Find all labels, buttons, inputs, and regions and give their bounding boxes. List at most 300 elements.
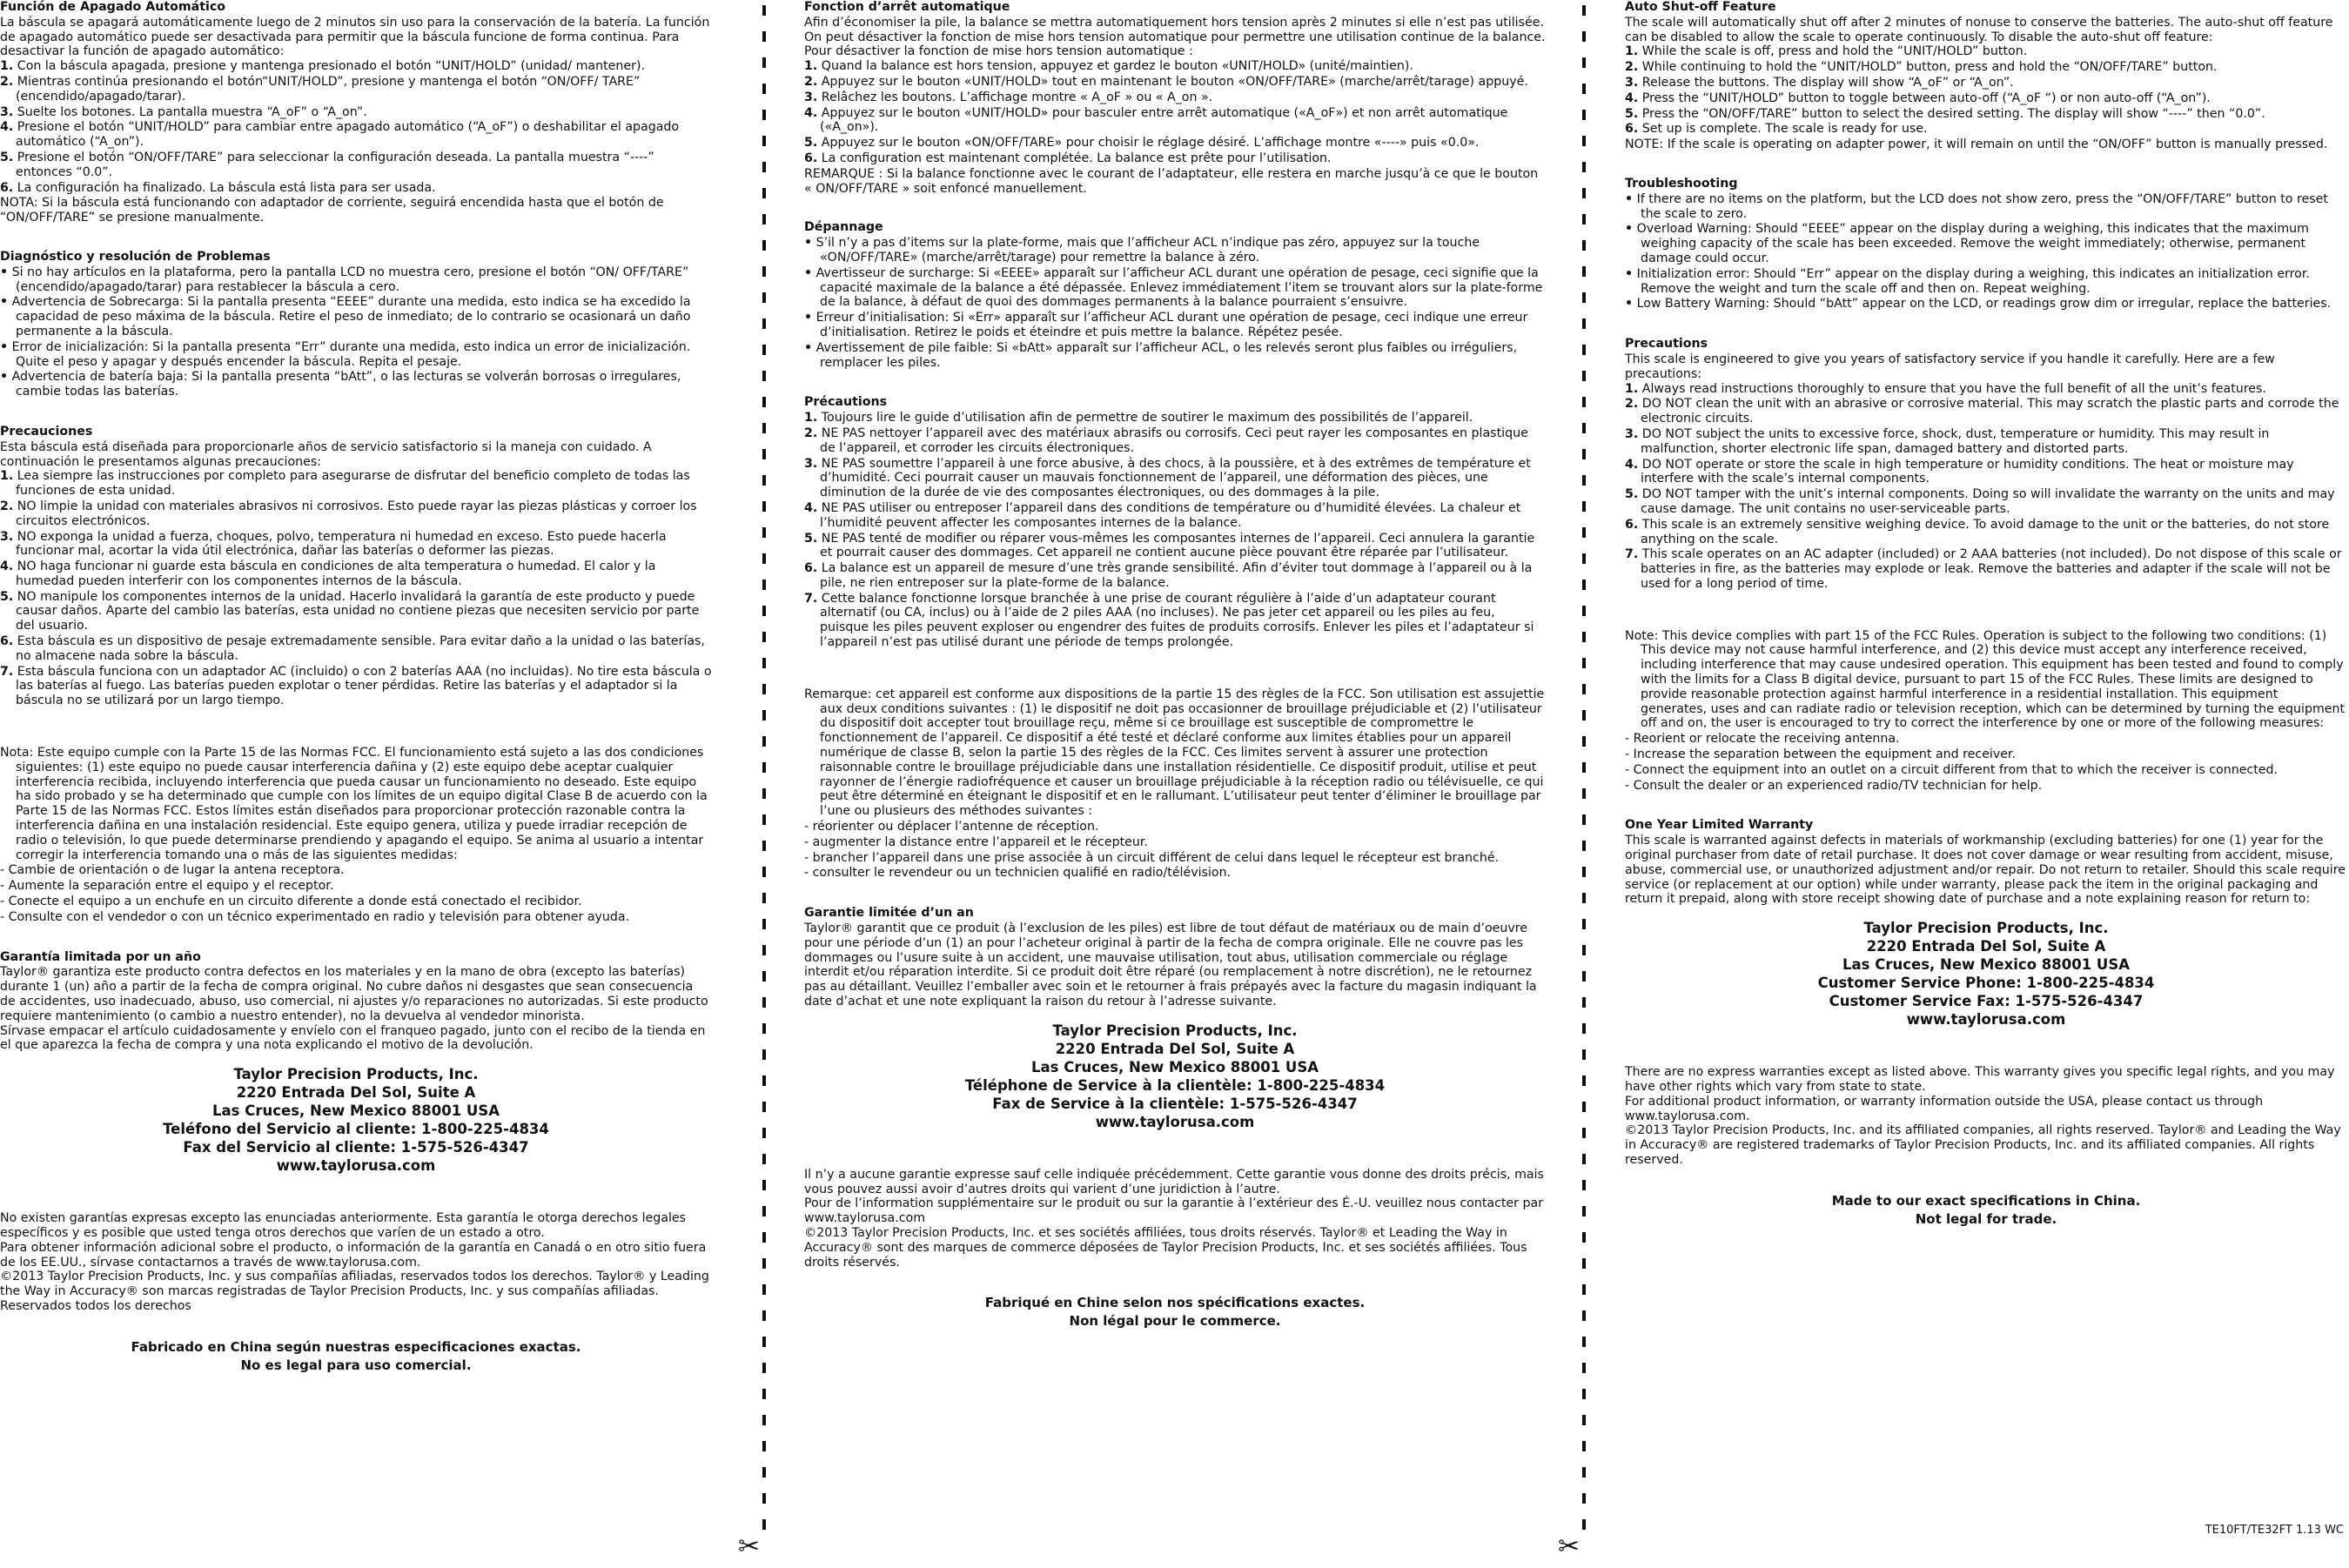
list-marker: • bbox=[0, 295, 9, 310]
list-marker: 3. bbox=[1625, 426, 1639, 441]
list-marker: • bbox=[1625, 297, 1634, 312]
cut-line-dash bbox=[1582, 266, 1586, 277]
cut-line-dash bbox=[762, 345, 766, 355]
cut-line-dash bbox=[1582, 814, 1586, 825]
list-text: Toujours lire le guide d’utilisation afin de permettre de soutirer le maximum des possibilités de l’appareil. bbox=[821, 411, 1473, 426]
cut-line-dash bbox=[1582, 762, 1586, 773]
list-text: NE PAS tenté de modifier ou réparer vous-mêmes les composantes internes de l’appareil. Ceci annulera la garantie et pourrait causer des dommages. Cet appareil ne contient aucune pièce pouvant être réparée par l’utilisateur. bbox=[820, 531, 1535, 560]
cut-line-dash bbox=[762, 475, 766, 486]
list-item bbox=[0, 105, 712, 120]
cut-line-dash bbox=[1582, 971, 1586, 982]
list-text: While continuing to hold the “UNIT/HOLD” button, press and hold the “ON/OFF/TARE” button. bbox=[1641, 60, 2218, 75]
address-line: Las Cruces, New Mexico 88001 USA bbox=[212, 1102, 500, 1120]
address-line: Taylor Precision Products, Inc. bbox=[1052, 1022, 1298, 1039]
list-text: Low Battery Warning: Should “bAtt” appear on the LCD, or readings grow dim or irregular, replace the batteries. bbox=[1636, 297, 2332, 312]
cut-line-dash bbox=[762, 1415, 766, 1425]
paragraph: Esta báscula está diseñada para proporcionarle años de servicio satisfactorio si la maneja con cuidado. A continuación le presentamos algunas precauciones: bbox=[0, 439, 652, 469]
french-column bbox=[804, 0, 1546, 1330]
list-item bbox=[1625, 547, 2347, 591]
list-marker: 4. bbox=[0, 120, 14, 135]
list-item bbox=[1625, 122, 2347, 137]
cut-line-dash bbox=[762, 1102, 766, 1112]
address-line: Las Cruces, New Mexico 88001 USA bbox=[1031, 1058, 1319, 1075]
cut-line-dash bbox=[762, 292, 766, 303]
paragraph: Afin d’économiser la pile, la balance se mettra automatiquement hors tension après 2 minutes si elle n’est pas utilisée. On peut désactiver la fonction de mise hors tension automatique pour permettre une utilisation continue de la balance. Pour désactiver la fonction de mise hors tension automatique : bbox=[804, 15, 1546, 59]
list-item bbox=[0, 530, 712, 560]
cut-line-dash bbox=[762, 1310, 766, 1321]
list-text: NE PAS utiliser ou entreposer l’appareil dans des conditions de température ou d’humidité élevées. La chaleur et l’humidité peuvent affecter les composantes internes de la balance. bbox=[820, 500, 1521, 530]
scissors-icon: ✂ bbox=[1558, 1531, 1581, 1562]
warranty-text: This scale is warranted against defects in materials of workmanship (excluding batteries) for one (1) year for the original purchaser from date of retail purchase. It does not cover damage or wear resulting from accident, misuse, abuse, commercial use, or unauthorized adjustment and/or repair. Do not return to retailer. Should this scale require service (or replacement at our option) while under warranty, please pack the item in the original packaging and return it prepaid, along with store receipt showing date of purchase and a note explaining reason for return to: bbox=[1625, 834, 2346, 907]
list-item bbox=[1625, 60, 2347, 75]
list-text: Si no hay artículos en la plataforma, pero la pantalla LCD no muestra cero, presione el botón “ON/ OFF/TARE” (encendido/apagado/tarar) para restablecer la báscula a cero. bbox=[11, 265, 689, 294]
list-text: NE PAS soumettre l’appareil à une force abusive, à des chocs, à la poussière, et à des extrêmes de température et d’humidité. Ceci pourrait causer un mauvais fonctionnement de l’appareil, une déformation des pièces, une diminution de la durée de vie des composantes électroniques, ou des dommages à la pile. bbox=[820, 456, 1531, 500]
cut-line-dash bbox=[1582, 606, 1586, 616]
list-text: While the scale is off, press and hold the “UNIT/HOLD” button. bbox=[1641, 44, 2028, 59]
list-marker: 5. bbox=[1625, 106, 1639, 121]
section-gap bbox=[1625, 312, 2347, 337]
cut-line-dash bbox=[1582, 1128, 1586, 1138]
list-marker: 6. bbox=[1625, 517, 1639, 532]
list-item bbox=[1625, 518, 2347, 547]
cut-line-dash bbox=[762, 867, 766, 877]
made-in-line: No es legal para uso comercial. bbox=[240, 1357, 472, 1373]
list-text: Mientras continúa presionando el botón“UNIT/HOLD”, presione y mantenga el botón “ON/OFF/ TARE” (encendido/apagado/tarar). bbox=[16, 74, 641, 104]
paragraph: La báscula se apagará automáticamente luego de 2 minutos sin uso para la conservación de la batería. La función de apagado automático puede ser desactivada para permitir que la báscula funcione de forma continua. Para desactivar la función de apagado automático: bbox=[0, 15, 710, 59]
cut-line-dash bbox=[762, 1363, 766, 1373]
scissors-icon: ✂ bbox=[738, 1531, 761, 1562]
closing-text: ©2013 Taylor Precision Products, Inc. y sus compañías afiliadas, reservados todos los derechos. Taylor® y Leading the Way in Accuracy® son marcas registradas de Taylor Precision Products, Inc. y sus compañías afiliadas. Reservados todos los derechos bbox=[0, 1270, 709, 1313]
cut-line-dash bbox=[1582, 31, 1586, 42]
cut-line-dash bbox=[762, 1180, 766, 1190]
warranty-text: Sírvase empacar el artículo cuidadosamente y envíelo con el franqueo pagado, junto con el recibo de la tienda en el que aparezca la fecha de compra y una nota explicando el motivo de la devolución. bbox=[0, 1023, 706, 1053]
list-text: DO NOT operate or store the scale in high temperature or humidity conditions. The heat or moisture may interfere with the scale’s internal components. bbox=[1641, 457, 2294, 486]
list-item bbox=[1625, 297, 2347, 312]
made-in-line: Non légal pour le commerce. bbox=[1069, 1313, 1281, 1330]
cut-line-dash bbox=[762, 945, 766, 955]
list-item bbox=[0, 120, 712, 150]
list-item bbox=[1625, 76, 2347, 90]
closing-text: Pour de l’information supplémentaire sur le produit ou sur la garantie à l’extérieur des É.-U. veuillez nous contacter par www.taylorusa.com bbox=[804, 1196, 1544, 1226]
address-line: 2220 Entrada Del Sol, Suite A bbox=[1055, 1040, 1295, 1057]
address-line: Fax del Servicio al cliente: 1-575-526-4347 bbox=[183, 1139, 529, 1156]
section-gap bbox=[0, 225, 712, 250]
cut-line-dash bbox=[762, 449, 766, 459]
list-marker: 2. bbox=[1625, 397, 1639, 412]
list-marker: 3. bbox=[804, 90, 818, 104]
cut-line-dash bbox=[762, 841, 766, 851]
cut-line-dash bbox=[762, 1075, 766, 1086]
cut-line-dash bbox=[1582, 919, 1586, 929]
cut-line-dash bbox=[1582, 162, 1586, 172]
cut-line-dash bbox=[1582, 553, 1586, 564]
list-item bbox=[1625, 44, 2347, 59]
closing-text: ©2013 Taylor Precision Products, Inc. and its affiliated companies, all rights reserved. Taylor® and Leading the Way in Accuracy® are registered trademarks of Taylor Precision Products, Inc. and its affiliated companies. All rights reserved. bbox=[1625, 1123, 2341, 1168]
closing-text: For additional product information, or warranty information outside the USA, please contact us through www.taylorusa.com. bbox=[1625, 1094, 2264, 1123]
paragraph: The scale will automatically shut off after 2 minutes of nonuse to conserve the batteries. The auto-shut off feature can be disabled to allow the scale to operate continuously. To disable the auto-shut off feature: bbox=[1625, 15, 2333, 44]
list-item bbox=[1625, 222, 2347, 265]
list-item bbox=[1625, 397, 2347, 426]
list-item bbox=[804, 426, 1546, 456]
cut-line-dash bbox=[762, 371, 766, 381]
cut-line-dash bbox=[762, 318, 766, 329]
list-marker: 3. bbox=[1625, 75, 1639, 90]
fcc-measure: - Connect the equipment into an outlet on a circuit different from that to which the receiver is connected. bbox=[1625, 762, 2279, 777]
list-marker: 3. bbox=[0, 104, 14, 119]
list-text: Advertencia de Sobrecarga: Si la pantalla presenta “EEEE” durante una medida, esto indica se ha excedido la capacidad de peso máxima de la báscula. Retire el peso de inmediato; de lo contrario se ocasionará un daño permanente a la báscula. bbox=[11, 295, 691, 338]
cut-line-dash bbox=[1582, 1493, 1586, 1504]
list-item bbox=[0, 370, 712, 399]
cut-line-dash bbox=[1582, 632, 1586, 642]
section-gap bbox=[804, 371, 1546, 395]
list-item bbox=[1625, 267, 2347, 297]
list-marker: 2. bbox=[0, 499, 14, 513]
section-gap bbox=[804, 196, 1546, 220]
list-text: Esta báscula funciona con un adaptador AC (incluido) o con 2 baterías AAA (no incluidas). No tire esta báscula o las baterías al fuego. Las baterías pueden explotar o tener pérdidas. Retire las baterías y el adaptador si la báscula no se utilizará por un largo tiempo. bbox=[16, 664, 712, 708]
address-line: Taylor Precision Products, Inc. bbox=[1863, 920, 2109, 937]
address-line: Fax de Service à la clientèle: 1-575-526-4347 bbox=[992, 1095, 1358, 1112]
cut-line-dash bbox=[1582, 841, 1586, 851]
paragraph: This scale is engineered to give you years of satisfactory service if you handle it carefully. Here are a few precautions: bbox=[1625, 352, 2275, 381]
list-marker: 1. bbox=[0, 59, 14, 74]
fcc-measure: - brancher l’appareil dans une prise associée à un circuit différent de celui dans lequel le récepteur est branché. bbox=[804, 850, 1500, 865]
section-gap bbox=[804, 651, 1546, 675]
warranty-text: Taylor® garantit que ce produit (à l’exclusion de les piles) est libre de tout défaut de matériaux ou de main d’oeuvre pour une période d’un (1) an pour l’acheteur original à partir de la fecha de compra originale. Elle ne couvre pas les dommages ou l’usure suite à un accident, une mauvaise utilisation, tout abus, utilisation commerciale ou réglage interdit et/ou réparation interdite. Si ce produit doit être réparé (ou remplacement à notre discrétion), ne le retournez pas au détaillant. Veuillez l’emballer avec soin et le retourner à frais prépayés avec la facture du magasin indiquant la date d’achat et une note expliquant la raison du retour à l’adresse suivante. bbox=[804, 921, 1537, 1009]
cut-line-dash bbox=[762, 710, 766, 720]
cut-line-dash bbox=[1582, 318, 1586, 329]
list-text: Appuyez sur le bouton «ON/OFF/TARE» pour choisir le réglage désiré. L’affichage montre «----» puis «0.0». bbox=[821, 136, 1480, 151]
closing-text: ©2013 Taylor Precision Products, Inc. et ses sociétés affiliées, tous droits réservés. Taylor® et Leading the Way in Accuracy® sont des marques de commerce déposées de Taylor Precision Products, Inc. et ses sociétés affiliées. Tous droits réservés. bbox=[804, 1226, 1527, 1270]
cut-line-dash bbox=[762, 501, 766, 512]
fcc-measure: - Consult the dealer or an experienced radio/TV technician for help. bbox=[1625, 778, 2043, 793]
cut-line-dash bbox=[762, 1232, 766, 1243]
fcc-measure: - Consulte con el vendedor o con un técnico experimentado en radio y televisión para obtener ayuda. bbox=[0, 909, 630, 924]
list-marker: 2. bbox=[804, 74, 818, 89]
cut-line-dash bbox=[1582, 658, 1586, 668]
section-gap bbox=[1625, 593, 2347, 617]
list-text: Presione el botón “UNIT/HOLD” para cambiar entre apagado automático (“A_oF”) o deshabilitar el apagado automático (“A_on”). bbox=[16, 120, 680, 150]
section-gap bbox=[804, 1156, 1546, 1168]
list-marker: 1. bbox=[0, 469, 14, 484]
list-text: Set up is complete. The scale is ready for use. bbox=[1641, 122, 1928, 137]
list-marker: 7. bbox=[1625, 547, 1639, 562]
cut-line-dash bbox=[1582, 1389, 1586, 1399]
list-marker: 2. bbox=[1625, 60, 1639, 75]
list-marker: • bbox=[1625, 266, 1634, 281]
list-text: La configuration est maintenant complétée. La balance est prête pour l’utilisation. bbox=[821, 151, 1332, 165]
list-item bbox=[804, 151, 1546, 166]
cut-line-dash bbox=[762, 397, 766, 407]
cut-line-dash bbox=[1582, 1441, 1586, 1451]
list-text: NO exponga la unidad a fuerza, choques, polvo, temperatura ni humedad en exceso. Esto puede hacerla funcionar mal, acortar la vida útil electrónica, dañar las baterías o deformer las piezas. bbox=[16, 529, 667, 559]
address-line: 2220 Entrada Del Sol, Suite A bbox=[1866, 938, 2106, 955]
list-text: S’il n’y a pas d’items sur la plate-forme, mais que l’afficheur ACL n’indique pas zéro, appuyez sur la touche «ON/OFF/TARE» (marche/arrêt/tarage) pour remettre la balance à zéro. bbox=[815, 236, 1480, 265]
list-text: NO manipule los componentes internos de la unidad. Hacerlo invalidará la garantía de este producto y puede causar daños. Aparte del cambio las baterías, esta unidad no contiene piezas que necesiten servicio por parte del usuario. bbox=[16, 589, 700, 633]
list-item bbox=[0, 340, 712, 370]
address-block bbox=[1625, 919, 2347, 1029]
cut-line-dash bbox=[1582, 240, 1586, 251]
cut-line-dash bbox=[1582, 867, 1586, 877]
address-line: Customer Service Phone: 1-800-225-4834 bbox=[1817, 975, 2155, 992]
note: NOTE: If the scale is operating on adapter power, it will remain on until the “ON/OFF” button is manually pressed. bbox=[1625, 137, 2328, 152]
section-gap bbox=[0, 1053, 712, 1065]
cut-line-dash bbox=[762, 893, 766, 903]
cut-line-dash bbox=[1582, 292, 1586, 303]
cut-line-dash bbox=[762, 214, 766, 224]
fcc-note: Remarque: cet appareil est conforme aux dispositions de la partie 15 des règles de la FCC. Son utilisation est assujettie aux deux conditions suivantes : (1) le dispositif ne doit pas occasionner de brouillage préjudiciable et (2) l’utilisateur du dispositif doit accepter tout brouillage reçu, même si ce brouillage est susceptible de compromettre le fonctionnement de l’appareil. Ce dispositif a été testé et déclaré conforme aux limites établies pour un appareil numérique de classe B, selon la partie 15 des règles de la FCC. Ces limites servent à assurer une protection raisonnable contre le brouillage préjudiciable dans une installation résidentielle. Ce dispositif produit, utilise et peut rayonner de l’énergie radiofréquence et causer un brouillage préjudiciable à la réception radio ou télévisuelle, ce qui peut être déterminé en éteignant le dispositif et en le rallumant. L’utilisateur peut tenter d’éliminer le brouillage par l’une ou plusieurs des méthodes suivantes : bbox=[804, 687, 1545, 819]
list-text: Relâchez les boutons. L’affichage montre « A_oF » ou « A_on ». bbox=[821, 90, 1213, 104]
cut-line-dash bbox=[762, 1493, 766, 1504]
closing-text: No existen garantías expresas excepto las enunciadas anteriormente. Esta garantía le otorga derechos legales específicos y es posible que usted tenga otros derechos que varíen de un estado a otro. bbox=[0, 1211, 687, 1240]
cut-line-dash bbox=[1582, 1102, 1586, 1112]
list-text: Avertisseur de surcharge: Si «EEEE» apparaît sur l’afficheur ACL durant une opération de pesage, ceci signifie que la capacité maximale de la balance a été dépassée. Enlevez immédiatement l’item se trouvant alors sur la plate-forme de la balance, à défaut de quoi des dommages permanents à la balance pourraient s’ensuivre. bbox=[815, 265, 1543, 310]
list-item bbox=[0, 469, 712, 499]
list-marker: 7. bbox=[0, 664, 14, 679]
list-item bbox=[1625, 427, 2347, 457]
list-item bbox=[804, 561, 1546, 591]
list-marker: • bbox=[804, 236, 813, 251]
cut-line-dash bbox=[1582, 188, 1586, 198]
list-item bbox=[804, 341, 1546, 371]
list-item bbox=[0, 590, 712, 633]
cut-line-dash bbox=[1582, 1023, 1586, 1034]
list-text: DO NOT tamper with the unit’s internal components. Doing so will invalidate the warranty on the units and may cause damage. The unit contains no user-serviceable parts. bbox=[1641, 487, 2335, 516]
closing-text: There are no express warranties except as listed above. This warranty gives you specific legal rights, and you may have other rights which vary from state to state. bbox=[1625, 1065, 2335, 1095]
list-text: Error de inicialización: Si la pantalla presenta “Err” durante una medida, esto indica un error de inicialización. Quite el peso y apagar y después encender la báscula. Repita el pesaje. bbox=[11, 339, 691, 369]
list-item bbox=[1625, 458, 2347, 487]
list-text: This scale operates on an AC adapter (included) or 2 AAA batteries (not included). Do not dispose of this scale or batteries in fire, as the batteries may explode or leak. Remove the batteries and adapter if the scale will not be used for a long period of time. bbox=[1641, 547, 2342, 591]
cut-line-dash bbox=[762, 762, 766, 773]
fcc-measure: - Aumente la separación entre el equipo y el receptor. bbox=[0, 879, 334, 894]
cut-line-dash bbox=[762, 684, 766, 694]
cut-line-dash bbox=[1582, 136, 1586, 146]
cut-line-dash bbox=[762, 632, 766, 642]
fcc-note: Note: This device complies with part 15 of the FCC Rules. Operation is subject to the following two conditions: (1) This device may not cause harmful interference, and (2) this device must accept any interference received, including interference that may cause undesired operation. This equipment has been tested and found to comply with the limits for a Class B digital device, pursuant to part 15 of the FCC Rules. These limits are designed to provide reasonable protection against harmful interference in a residential installation. This equipment generates, uses and can radiate radio or television reception, which can be determined by turning the equipment off and on, the user is encouraged to try to correct the interference by one or more of the following measures: bbox=[1625, 628, 2346, 731]
list-text: If there are no items on the platform, but the LCD does not show zero, press the “ON/OFF/TARE” button to reset the scale to zero. bbox=[1636, 191, 2328, 221]
cut-line-dash bbox=[1582, 214, 1586, 224]
list-item bbox=[0, 59, 712, 74]
address-line: 2220 Entrada Del Sol, Suite A bbox=[236, 1084, 476, 1102]
cut-line-dash bbox=[762, 553, 766, 564]
list-marker: 6. bbox=[0, 180, 14, 195]
cut-line-dash bbox=[1582, 893, 1586, 903]
warranty-title: One Year Limited Warranty bbox=[1625, 818, 1814, 833]
list-item bbox=[0, 634, 712, 664]
fcc-measure: - augmenter la distance entre l’appareil et le récepteur. bbox=[804, 834, 1148, 849]
cut-line-dash bbox=[1582, 449, 1586, 459]
cut-line-dash bbox=[762, 266, 766, 277]
list-marker: 7. bbox=[804, 591, 818, 606]
list-marker: 4. bbox=[804, 105, 818, 120]
list-marker: • bbox=[1625, 222, 1634, 237]
section-title: Dépannage bbox=[804, 220, 883, 235]
cut-line-left bbox=[762, 0, 768, 1568]
section-gap bbox=[0, 734, 712, 746]
list-marker: 4. bbox=[1625, 457, 1639, 472]
made-in-line: Fabricado en China según nuestras especificaciones exactas. bbox=[131, 1338, 581, 1355]
cut-line-dash bbox=[762, 1049, 766, 1060]
list-text: Cette balance fonctionne lorsque branchée à une prise de courant régulière à l’aide d’un adaptateur courant alternatif (ou CA, inclus) ou à l’aide de 2 piles AAA (no incluses). Ne pas jeter cet appareil ou les piles au feu, puisque les piles peuvent exploser ou engendrer des fuites de produits corrosifs. Enlever les piles et l’adaptateur si l’appareil n’est pas utilisé durant une période de temps prolongée. bbox=[820, 591, 1534, 650]
address-line: Téléphone de Service à la clientèle: 1-800-225-4834 bbox=[964, 1076, 1386, 1094]
made-in-block bbox=[0, 1338, 712, 1375]
note: REMARQUE : Si la balance fonctionne avec le courant de l’adaptateur, elle restera en marche jusqu’à ce que le bouton « ON/OFF/TARE » soit enfoncé manuellement. bbox=[804, 166, 1539, 196]
list-text: Quand la balance est hors tension, appuyez et gardez le bouton «UNIT/HOLD» (unité/maintien). bbox=[821, 59, 1413, 74]
list-marker: 4. bbox=[1625, 90, 1639, 105]
cut-line-dash bbox=[1582, 84, 1586, 94]
closing-text: Para obtener información adicional sobre el producto, o información de la garantía en Canadá o en otro sitio fuera de los EE.UU., sírvase contactarnos a través de www.taylorusa.com. bbox=[0, 1240, 707, 1270]
section-gap bbox=[0, 1314, 712, 1338]
section-title: Diagnóstico y resolución de Problemas bbox=[0, 249, 271, 264]
cut-line-dash bbox=[1582, 1415, 1586, 1425]
cut-line-dash bbox=[762, 240, 766, 251]
list-item bbox=[804, 75, 1546, 90]
address-line: Customer Service Fax: 1-575-526-4347 bbox=[1829, 993, 2144, 1010]
cut-line-dash bbox=[1582, 1232, 1586, 1243]
list-item bbox=[804, 457, 1546, 500]
section-gap bbox=[804, 1009, 1546, 1022]
section-gap bbox=[1625, 907, 2347, 919]
cut-line-dash bbox=[1582, 1258, 1586, 1269]
cut-line-dash bbox=[1582, 527, 1586, 538]
section-title: Précautions bbox=[804, 395, 888, 410]
cut-line-dash bbox=[762, 1023, 766, 1034]
cut-line-dash bbox=[1582, 997, 1586, 1008]
cut-line-dash bbox=[762, 971, 766, 982]
list-marker: 6. bbox=[804, 151, 818, 165]
list-marker: 2. bbox=[0, 74, 14, 89]
list-text: Suelte los botones. La pantalla muestra “A_oF” o “A_on”. bbox=[17, 104, 367, 119]
made-in-line: Not legal for trade. bbox=[1915, 1210, 2057, 1227]
cut-line-dash bbox=[762, 788, 766, 799]
list-item bbox=[804, 136, 1546, 151]
list-text: Initialization error: Should “Err” appear on the display during a weighing, this indicates an initialization error. Remove the weight and turn the scale off and then on. Repeat weighing. bbox=[1636, 266, 2310, 296]
list-marker: 3. bbox=[0, 529, 14, 544]
cut-line-dash bbox=[762, 527, 766, 538]
cut-line-dash bbox=[1582, 1337, 1586, 1347]
list-item bbox=[0, 151, 712, 180]
cut-line-dash bbox=[762, 1258, 766, 1269]
cut-line-dash bbox=[762, 1467, 766, 1478]
cut-line-dash bbox=[762, 606, 766, 616]
list-item bbox=[1625, 91, 2347, 106]
list-marker: 6. bbox=[804, 561, 818, 576]
cut-line-dash bbox=[762, 997, 766, 1008]
section-gap bbox=[0, 1199, 712, 1211]
list-marker: • bbox=[0, 265, 9, 279]
list-item bbox=[804, 501, 1546, 531]
section-title: Troubleshooting bbox=[1625, 176, 1738, 191]
made-in-block bbox=[1625, 1192, 2347, 1229]
address-line: Taylor Precision Products, Inc. bbox=[233, 1066, 479, 1083]
list-marker: 1. bbox=[1625, 44, 1639, 59]
cut-line-dash bbox=[762, 188, 766, 198]
note: NOTA: Si la báscula está funcionando con adaptador de corriente, seguirá encendida hasta que el botón de “ON/OFF/TARE” se presione manualmente. bbox=[0, 196, 664, 225]
fcc-measure: - Reorient or relocate the receiving antenna. bbox=[1625, 732, 1900, 747]
list-item bbox=[804, 592, 1546, 650]
cut-line-dash bbox=[1582, 1075, 1586, 1086]
list-marker: 5. bbox=[1625, 487, 1639, 502]
list-item bbox=[804, 411, 1546, 426]
fcc-measure: - réorienter ou déplacer l’antenne de réception. bbox=[804, 820, 1099, 834]
fcc-measure: - Increase the separation between the equipment and receiver. bbox=[1625, 747, 2017, 762]
cut-line-dash bbox=[1582, 1519, 1586, 1530]
list-text: Esta báscula es un dispositivo de pesaje extremadamente sensible. Para evitar daño a la unidad o las baterías, no almacene nada sobre la báscula. bbox=[16, 634, 705, 663]
list-marker: 6. bbox=[1625, 122, 1639, 137]
cut-line-dash bbox=[1582, 1206, 1586, 1216]
list-text: DO NOT subject the units to excessive force, shock, dust, temperature or humidity. This may result in malfunction, shorter electronic life span, damaged battery and distorted parts. bbox=[1641, 426, 2270, 456]
warranty-title: Garantía limitada por un año bbox=[0, 949, 201, 964]
section-gap bbox=[804, 1270, 1546, 1294]
list-marker: 1. bbox=[804, 59, 818, 74]
list-item bbox=[804, 90, 1546, 105]
cut-line-dash bbox=[762, 736, 766, 747]
document-code: TE10FT/TE32FT 1.13 WC bbox=[2205, 1524, 2344, 1537]
fcc-measure: - Conecte el equipo a un enchufe en un circuito diferente a donde está conectado el recibidor. bbox=[0, 895, 582, 909]
made-in-line: Made to our exact specifications in China. bbox=[1831, 1192, 2141, 1209]
section-gap bbox=[1625, 1053, 2347, 1065]
closing-text: Il n’y a aucune garantie expresse sauf celle indiquée précédemment. Cette garantie vous donne des droits précis, mais vous pouvez aussi avoir d’autres droits qui varient d’une juridiction à l’autre. bbox=[804, 1167, 1544, 1196]
list-marker: 5. bbox=[804, 136, 818, 151]
list-item bbox=[804, 106, 1546, 136]
list-item bbox=[0, 75, 712, 104]
fcc-measure: - Cambie de orientación o de lugar la antena receptora. bbox=[0, 863, 345, 878]
list-marker: 1. bbox=[804, 411, 818, 426]
list-item bbox=[1625, 487, 2347, 517]
list-text: Overload Warning: Should “EEEE” appear on the display during a weighing, this indicates that the maximum weighing capacity of the scale has been exceeded. Remove the weight immediately; otherwise, permanent damage could occur. bbox=[1636, 222, 2309, 265]
list-item bbox=[804, 532, 1546, 561]
section-gap bbox=[804, 881, 1546, 906]
cut-line-dash bbox=[762, 423, 766, 433]
list-marker: • bbox=[804, 340, 813, 355]
cut-line-dash bbox=[1582, 684, 1586, 694]
section-gap bbox=[804, 1131, 1546, 1156]
cut-line-dash bbox=[1582, 580, 1586, 590]
address-line: www.taylorusa.com bbox=[276, 1157, 436, 1175]
address-line: www.taylorusa.com bbox=[1906, 1011, 2066, 1029]
cut-line-dash bbox=[1582, 1049, 1586, 1060]
cut-line-dash bbox=[762, 110, 766, 120]
address-block bbox=[804, 1022, 1546, 1131]
list-text: Press the “UNIT/HOLD” button to toggle between auto-off (“A_oF “) or non auto-off (“A_on”). bbox=[1641, 90, 2211, 105]
cut-line-dash bbox=[1582, 945, 1586, 955]
made-in-line: Fabriqué en Chine selon nos spécifications exactes. bbox=[984, 1295, 1366, 1311]
cut-line-right bbox=[1582, 0, 1587, 1568]
section-gap bbox=[1625, 794, 2347, 818]
cut-line-dash bbox=[1582, 788, 1586, 799]
list-marker: 4. bbox=[0, 560, 14, 574]
section-gap bbox=[0, 926, 712, 950]
cut-line-dash bbox=[762, 5, 766, 16]
list-text: Con la báscula apagada, presione y mantenga presionado el botón “UNIT/HOLD” (unidad/ mantener). bbox=[17, 59, 645, 74]
list-marker: 2. bbox=[804, 426, 818, 440]
warranty-text: Taylor® garantiza este producto contra defectos en los materiales y en la mano de obra (excepto las baterías) durante 1 (un) año a partir de la fecha de compra original. No cubre daños ni desgastes que sean consecuencia de accidentes, uso inadecuado, abuso, uso comercial, ni ajustes y/o reparaciones no autorizadas. Si este producto requiere mantenimiento (o cambio a nuestro entender), no la devuelva al vendedor minorista. bbox=[0, 965, 708, 1023]
cut-line-dash bbox=[1582, 57, 1586, 68]
cut-line-dash bbox=[1582, 475, 1586, 486]
section-gap bbox=[804, 675, 1546, 687]
list-text: DO NOT clean the unit with an abrasive or corrosive material. This may scratch the plastic parts and corrode the electronic circuits. bbox=[1641, 397, 2339, 426]
section-gap bbox=[1625, 152, 2347, 177]
cut-line-dash bbox=[1582, 423, 1586, 433]
cut-line-dash bbox=[762, 84, 766, 94]
list-text: This scale is an extremely sensitive weighing device. To avoid damage to the unit or the batteries, do not store anything on the scale. bbox=[1641, 517, 2330, 546]
list-text: NO limpie la unidad con materiales abrasivos ni corrosivos. Esto puede rayar las piezas plásticas y corroer los circuitos electrónicos. bbox=[16, 499, 697, 528]
list-item bbox=[1625, 382, 2347, 397]
cut-line-dash bbox=[1582, 1284, 1586, 1295]
list-marker: 1. bbox=[1625, 381, 1639, 396]
cut-line-dash bbox=[762, 1441, 766, 1451]
list-item bbox=[804, 59, 1546, 74]
cut-line-dash bbox=[762, 1206, 766, 1216]
